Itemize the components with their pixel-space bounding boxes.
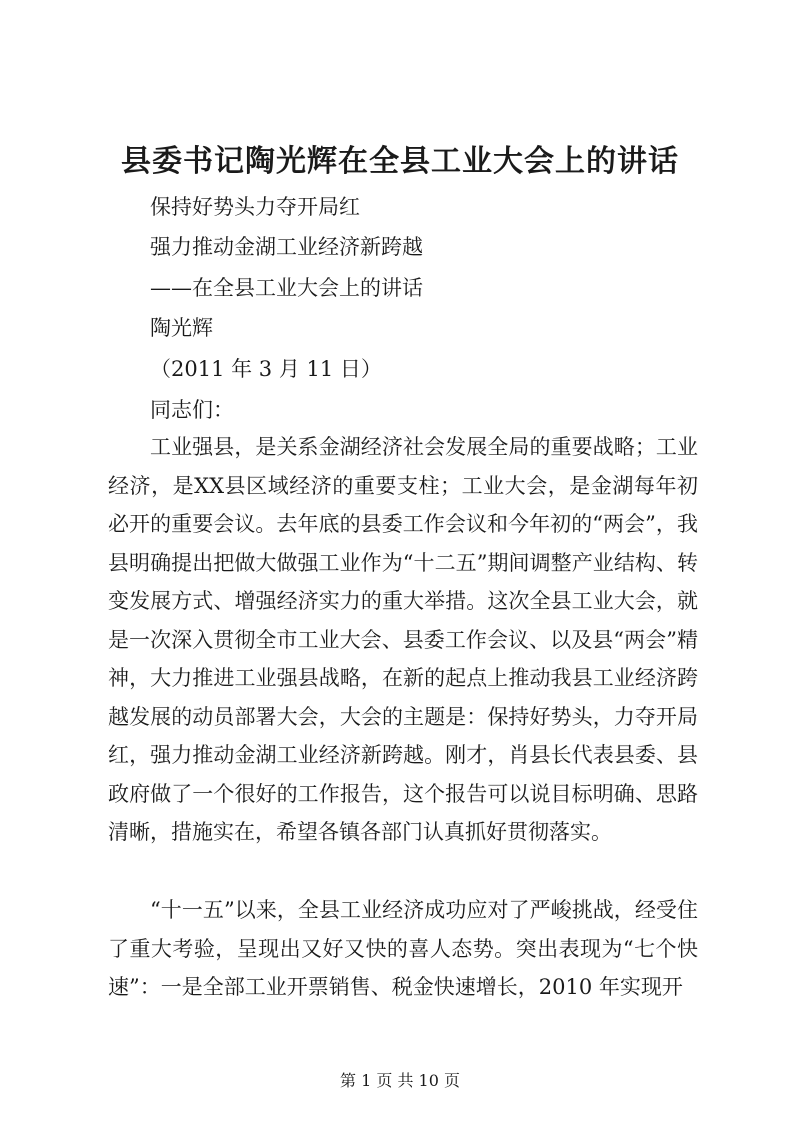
speech-date: （2011 年 3 月 11 日） (150, 357, 382, 381)
author-name: 陶光辉 (150, 316, 213, 340)
body-paragraph-1: 工业强县，是关系金湖经济社会发展全局的重要战略；工业经济，是XX县区域经济的重要支柱；工业大会，是金湖每年初必开的重要会议。去年底的县委工作会议和今年初的“两会”，我县明确提出把做大做强工业作为“十二五”期间调整产业结构、转变发展方式、增强经济实力的重大举措。这次全县工业大会，就是一次深入贯彻全市工业大会、县委工作会议、以及县“两会”精神，大力推进工业强县战略，在新的起点上推动我县工业经济跨越发展的动员部署大会，大会的主题是：保持好势头，力夺开局红，强力推动金湖工业经济新跨越。刚才，肖县长代表县委、县政府做了一个很好的工作报告，这个报告可以说目标明确、思路清晰，措施实在，希望各镇各部门认真抓好贯彻落实。 (108, 435, 698, 844)
body-paragraph-2: “十一五”以来，全县工业经济成功应对了严峻挑战，经受住了重大考验，呈现出又好又快的喜人态势。突出表现为“七个快速”：一是全部工业开票销售、税金快速增长，2010 年实现开 (108, 898, 698, 999)
subtitle-line-2: 强力推动金湖工业经济新跨越 (150, 235, 423, 259)
salutation: 同志们： (150, 398, 234, 422)
document-title: 县委书记陶光辉在全县工业大会上的讲话 (121, 144, 679, 179)
page-footer: 第 1 页 共 10 页 (340, 1071, 460, 1090)
subtitle-line-3: ——在全县工业大会上的讲话 (150, 276, 423, 300)
subtitle-line-1: 保持好势头力夺开局红 (150, 195, 360, 219)
